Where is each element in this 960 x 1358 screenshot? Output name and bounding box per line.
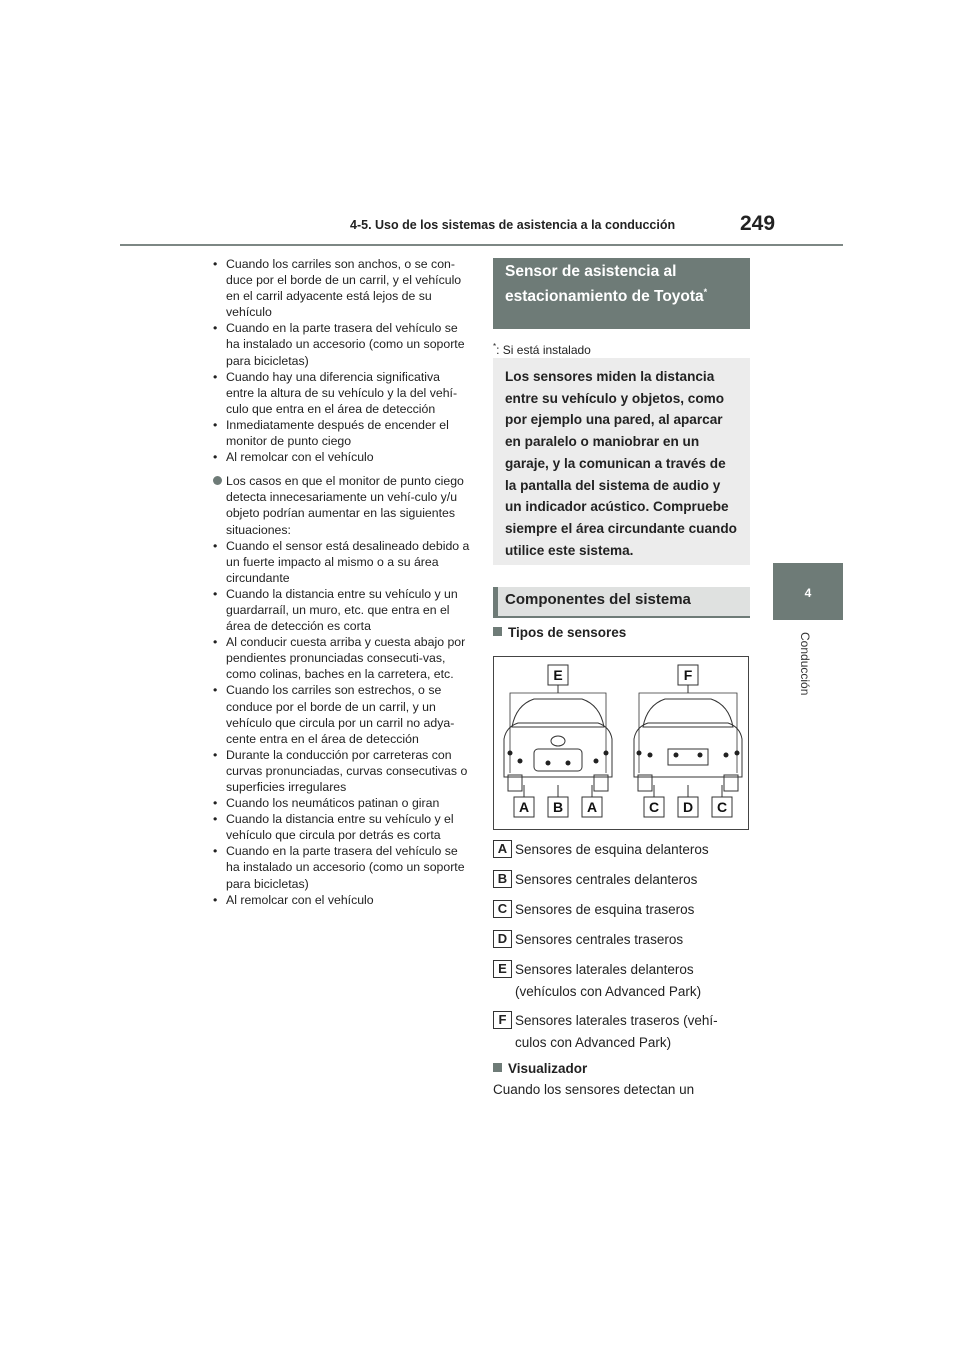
label-a-right: A — [586, 799, 598, 815]
legend-key: B — [493, 870, 512, 888]
front-side-bracket — [510, 693, 606, 773]
legend-key: E — [493, 960, 512, 978]
chapter-side-tab — [773, 563, 843, 620]
heading-accent-bar — [493, 587, 498, 616]
list-item: • Inmediatamente después de encender el monitor de punto ciego — [213, 417, 471, 449]
list-item: • Cuando los carriles son estrechos, o se conduce por el borde de un carril, y un vehículo que circula por un carril no adya-cente entra en el área de detección — [213, 682, 471, 746]
footnote-mark: * — [493, 342, 497, 351]
subheading-sensor-types — [493, 625, 626, 640]
legend-text: Sensores centrales delanteros — [515, 872, 698, 887]
section-heading-parking-sensor — [493, 258, 750, 329]
list-item: • Al remolcar con el vehículo — [213, 449, 471, 465]
intro-summary-box: Los sensores miden la distancia entre su vehículo y objetos, como por ejemplo una pared, al aparcar en paralelo o maniobrar en un garaje, y la comunican a través de la pantalla del sistema de audio y un indicador acústico. Compruebe siempre el área circundante cuando utilice este sistema. — [493, 358, 750, 565]
subheading-text: Visualizador — [508, 1061, 588, 1076]
page-number: 249 — [740, 212, 776, 235]
section-divider — [493, 616, 750, 618]
legend-text: Sensores laterales traseros (vehí-culos con Advanced Park) — [515, 1013, 718, 1050]
square-bullet-icon — [493, 627, 502, 636]
list-item: • Cuando los carriles son anchos, o se con-duce por el borde de un carril, y el vehículo en el carril adyacente está lejos de su vehículo — [213, 256, 471, 320]
sensor-dot — [508, 751, 513, 756]
rear-bottom-leaders — [654, 785, 722, 797]
legend-text: Sensores centrales traseros — [515, 932, 684, 947]
sensor-dot — [604, 751, 609, 756]
asterisk-mark: * — [703, 287, 708, 297]
bullet-list-unnecessary-detection — [213, 538, 471, 908]
sensor-dot — [735, 751, 740, 756]
display-body-text: Cuando los sensores detectan un — [493, 1082, 695, 1097]
rear-car-body — [634, 723, 742, 777]
sensor-dot — [566, 761, 571, 766]
sensor-location-diagram — [493, 656, 749, 830]
legend-item-b — [493, 869, 753, 891]
list-item: • Durante la conducción por carreteras con curvas pronunciadas, curvas consecutivas o superficies irregulares — [213, 747, 471, 795]
footnote — [493, 342, 591, 357]
label-a-left: A — [518, 799, 530, 815]
list-item: • Cuando la distancia entre su vehículo y un guardarraíl, un muro, etc. que entra en el área de detección es corta — [213, 586, 471, 634]
front-grille — [534, 749, 582, 771]
sensor-dot — [546, 761, 551, 766]
sensor-dot — [594, 759, 599, 764]
subheading-text: Tipos de sensores — [508, 625, 627, 640]
front-bottom-leaders — [524, 785, 592, 797]
footnote-text: : Si está instalado — [496, 343, 591, 357]
subheading-display — [493, 1061, 587, 1076]
left-column — [213, 256, 471, 908]
car-sensor-illustration — [494, 657, 748, 829]
legend-item-d — [493, 929, 753, 951]
circle-bullet-icon — [213, 476, 222, 485]
legend-key: C — [493, 900, 512, 918]
circle-bullet-item — [213, 473, 471, 537]
legend-text: Sensores de esquina delanteros — [515, 842, 709, 857]
legend-key: A — [493, 840, 512, 858]
chapter-side-label: Conducción — [798, 632, 812, 696]
list-item: • Al remolcar con el vehículo — [213, 892, 471, 908]
header-divider — [120, 244, 843, 246]
legend-item-e — [493, 959, 728, 1003]
front-car-body — [504, 723, 612, 777]
chapter-number: 4 — [804, 586, 812, 600]
list-item: • Cuando en la parte trasera del vehículo se ha instalado un accesorio (como un soporte para bicicletas) — [213, 843, 471, 891]
list-item: • Cuando en la parte trasera del vehículo se ha instalado un accesorio (como un soporte para bicicletas) — [213, 320, 471, 368]
label-f: F — [683, 667, 693, 683]
sensor-dot — [648, 753, 653, 758]
list-item: • Al conducir cuesta arriba y cuesta abajo por pendientes pronunciadas consecuti-vas, como colinas, baches en la carretera, etc. — [213, 634, 471, 682]
legend-text: Sensores laterales delanteros (vehículos con Advanced Park) — [515, 962, 702, 999]
sensor-dot — [674, 753, 679, 758]
section2-heading-text: Componentes del sistema — [505, 591, 691, 608]
label-b: B — [552, 799, 564, 815]
label-c-left: C — [648, 799, 660, 815]
chapter-header-title: 4-5. Uso de los sistemas de asistencia a la conducción — [350, 218, 676, 232]
sensor-dot — [724, 753, 729, 758]
bullet-list-conditions — [213, 256, 471, 465]
sensor-dot — [637, 751, 642, 756]
section-heading-components — [493, 587, 750, 616]
sensor-dot — [518, 759, 523, 764]
legend-item-f — [493, 1010, 738, 1054]
legend-key: D — [493, 930, 512, 948]
label-e: E — [553, 667, 563, 683]
legend-text: Sensores de esquina traseros — [515, 902, 695, 917]
list-item: • Cuando los neumáticos patinan o giran — [213, 795, 471, 811]
label-c-right: C — [716, 799, 728, 815]
legend-item-a — [493, 839, 753, 861]
rear-plate — [668, 749, 708, 765]
sensor-dot — [698, 753, 703, 758]
front-emblem — [551, 736, 565, 746]
circle-bullet-text: Los casos en que el monitor de punto ciego detecta innecesariamente un vehí-culo y/u objeto podrían aumentar en las siguientes situaciones: — [226, 474, 464, 537]
legend-key: F — [493, 1011, 512, 1029]
square-bullet-icon — [493, 1063, 502, 1072]
label-d: D — [682, 799, 694, 815]
list-item: • Cuando el sensor está desalineado debido a un fuerte impacto al mismo o a su área circundante — [213, 538, 471, 586]
list-item: • Cuando la distancia entre su vehículo y el vehículo que circula por detrás es corta — [213, 811, 471, 843]
legend-item-c — [493, 899, 753, 921]
list-item: • Cuando hay una diferencia significativa entre la altura de su vehículo y la del vehí-culo que entra en el área de detección — [213, 369, 471, 417]
section-heading-text: Sensor de asistencia al estacionamiento de Toyota — [505, 263, 704, 306]
